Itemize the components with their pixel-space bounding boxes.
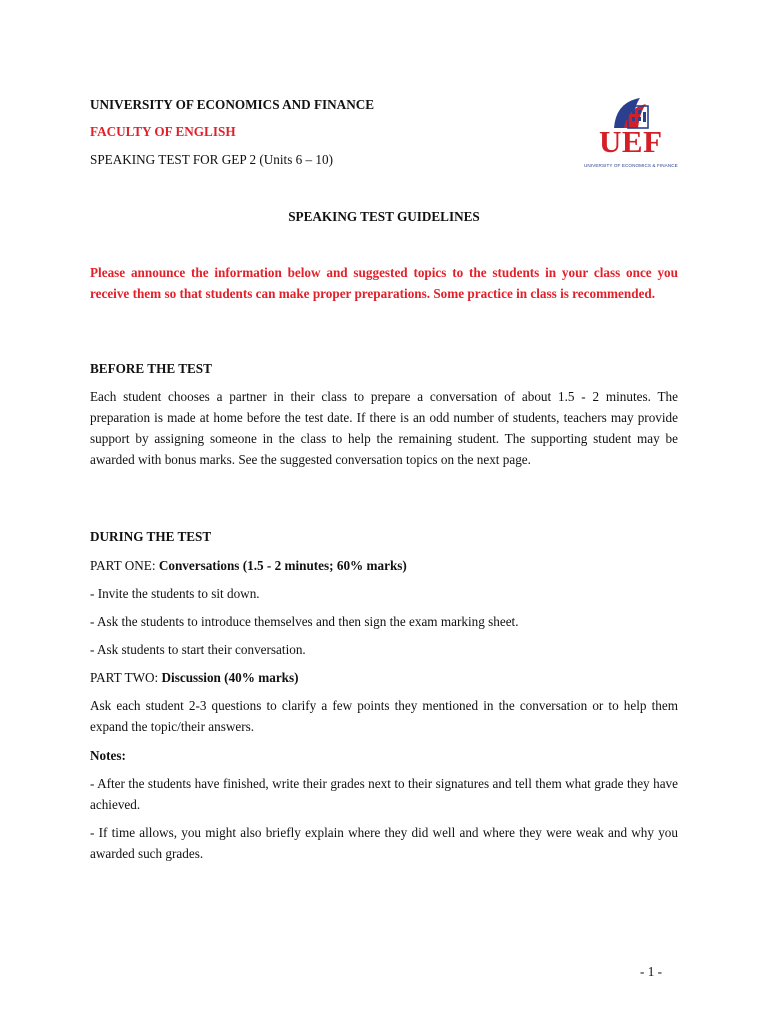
announcement: Please announce the information below and suggested topics to the students in your class once you receive them so that students can make proper preparations. Some practice in class is recommended. bbox=[90, 265, 678, 301]
faculty-name: FACULTY OF ENGLISH bbox=[90, 124, 236, 139]
page-number: - 1 - bbox=[640, 964, 662, 979]
part-one-heading bbox=[90, 555, 407, 576]
part-two-label: PART TWO: bbox=[90, 670, 159, 685]
page-title: SPEAKING TEST GUIDELINES bbox=[288, 209, 480, 224]
part-one-detail: Conversations (1.5 - 2 minutes; 60% marks) bbox=[158, 558, 407, 573]
logo-subtext: UNIVERSITY OF ECONOMICS & FINANCE bbox=[584, 163, 678, 168]
university-name: UNIVERSITY OF ECONOMICS AND FINANCE bbox=[90, 97, 375, 112]
list-item: - After the students have finished, write their grades next to their signatures and tell them what grade they have achieved. bbox=[90, 776, 678, 812]
during-heading: DURING THE TEST bbox=[90, 529, 212, 544]
list-item: - Invite the students to sit down. bbox=[90, 586, 260, 601]
part-one-label: PART ONE: bbox=[90, 558, 156, 573]
list-item: - Ask students to start their conversation. bbox=[90, 642, 306, 657]
notes-heading: Notes: bbox=[90, 748, 126, 763]
list-item: - Ask the students to introduce themselves and then sign the exam marking sheet. bbox=[90, 614, 519, 629]
test-title: SPEAKING TEST FOR GEP 2 (Units 6 – 10) bbox=[90, 152, 334, 167]
before-body: Each student chooses a partner in their class to prepare a conversation of about 1.5 - 2 minutes. The preparation is made at home before the test date. If there is an odd number of students, teachers may provide support by assigning someone in the class to help the remaining student. The supporting student may be awarded with bonus marks. See the suggested conversation topics on the next page. bbox=[90, 389, 678, 467]
part-two-heading bbox=[90, 667, 299, 688]
part-two-detail: Discussion (40% marks) bbox=[161, 670, 299, 685]
uef-logo bbox=[578, 92, 690, 174]
before-heading: BEFORE THE TEST bbox=[90, 361, 212, 376]
logo-text: UEF bbox=[599, 124, 663, 159]
list-item: - If time allows, you might also briefly explain where they did well and where they were weak and why you awarded such grades. bbox=[90, 825, 678, 861]
part-two-body: Ask each student 2-3 questions to clarify a few points they mentioned in the conversation or to help them expand the topic/their answers. bbox=[90, 698, 678, 734]
